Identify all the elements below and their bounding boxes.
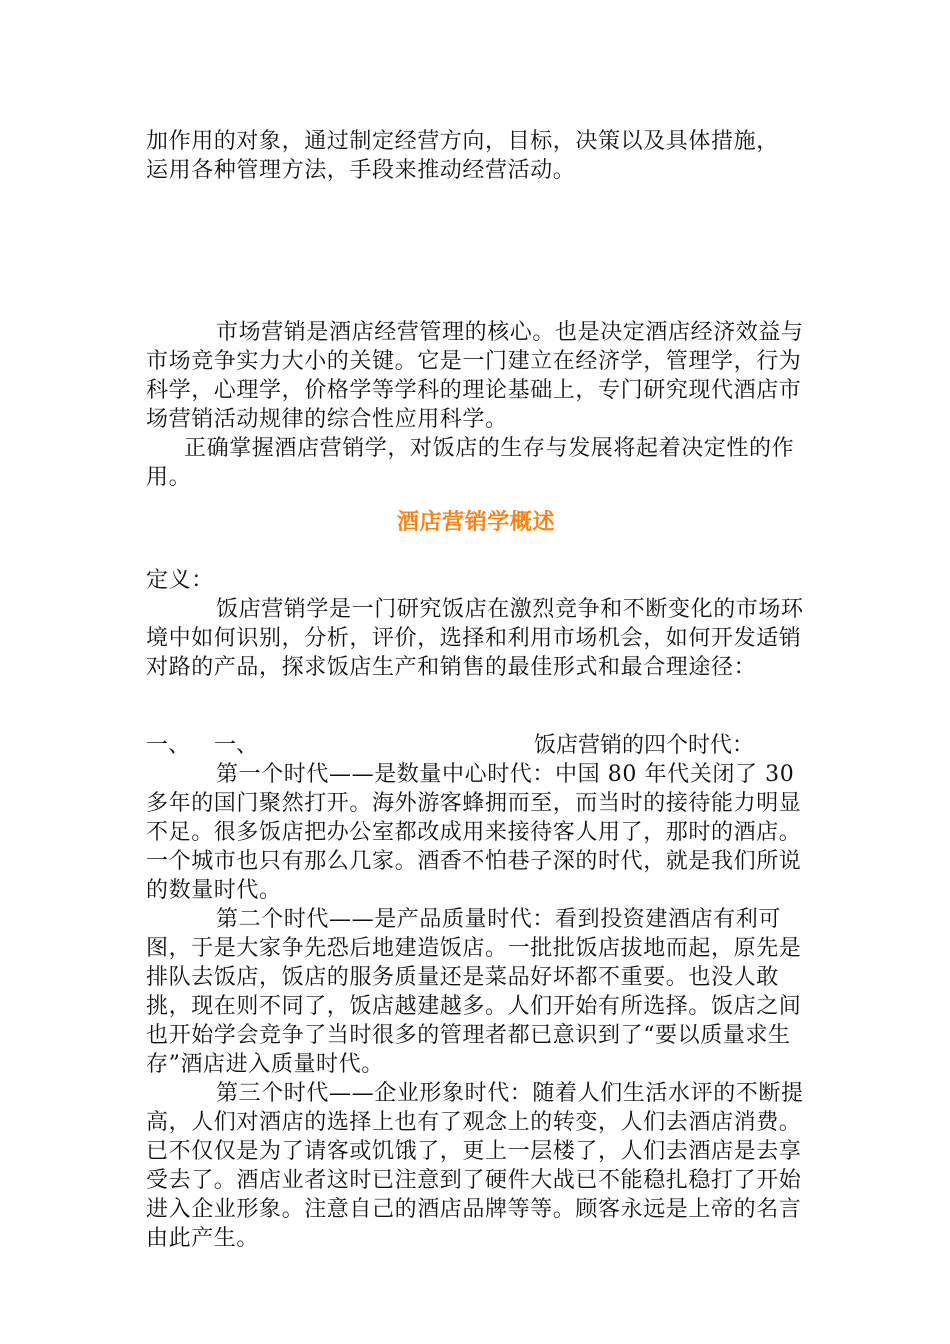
list-number-2: 一、 [214, 733, 259, 758]
intro-line-2: 运用各种管理方法，手段来推动经营活动。 [146, 158, 576, 183]
definition-block [146, 566, 806, 682]
eras-heading-row [146, 731, 806, 760]
eras-block [146, 760, 806, 1253]
section-title: 酒店营销学概述 [396, 509, 556, 535]
list-number-1: 一、 [146, 733, 191, 758]
core-paragraph: 市场营销是酒店经营管理的核心。也是决定酒店经济效益与市场竞争实力大小的关键。它是一门建立在经济学，管理学，行为科学，心理学，价格学等学科的理论基础上，专门研究现代酒店市场营销活动规律的综合性应用科学。 [146, 320, 804, 432]
core-block [146, 318, 806, 492]
definition-text: 饭店营销学是一门研究饭店在激烈竞争和不断变化的市场环境中如何识别，分析，评价，选择和利用市场机会，如何开发适销对路的产品，探求饭店生产和销售的最佳形式和最合理途径： [146, 597, 804, 680]
era-second: 第二个时代——是产品质量时代：看到投资建酒店有利可图，于是大家争先恐后地建造饭店。一批批饭店拔地而起，原先是排队去饭店，饭店的服务质量还是菜品好坏都不重要。也没人敢挑，现在则不同了，饭店越建越多。人们开始有所选择。饭店之间也开始学会竞争了当时很多的管理者都已意识到了“要以质量求生存”酒店进入质量时代。 [146, 907, 802, 1077]
intro-block [146, 127, 806, 185]
era-third: 第三个时代——企业形象时代：随着人们生活水评的不断提高，人们对酒店的选择上也有了观念上的转变，人们去酒店消费。已不仅仅是为了请客或饥饿了，更上一层楼了，人们去酒店是去享受去了。酒店业者这时已注意到了硬件大战已不能稳扎稳打了开始进入企业形象。注意自己的酒店品牌等等。顾客永远是上帝的名言由此产生。 [146, 1081, 804, 1251]
core-note: 正确掌握酒店营销学，对饭店的生存与发展将起着决定性的作用。 [146, 436, 795, 490]
eras-heading: 饭店营销的四个时代： [534, 733, 755, 758]
era-first: 第一个时代——是数量中心时代：中国 80 年代关闭了 30 多年的国门聚然打开。海外游客蜂拥而至，而当时的接待能力明显不足。很多饭店把办公室都改成用来接待客人用了，那时的酒店。一个城市也只有那么几家。酒香不怕巷子深的时代，就是我们所说的数量时代。 [146, 762, 802, 903]
definition-label: 定义： [146, 568, 214, 593]
intro-line-1: 加作用的对象，通过制定经营方向，目标，决策以及具体措施， [146, 129, 779, 154]
